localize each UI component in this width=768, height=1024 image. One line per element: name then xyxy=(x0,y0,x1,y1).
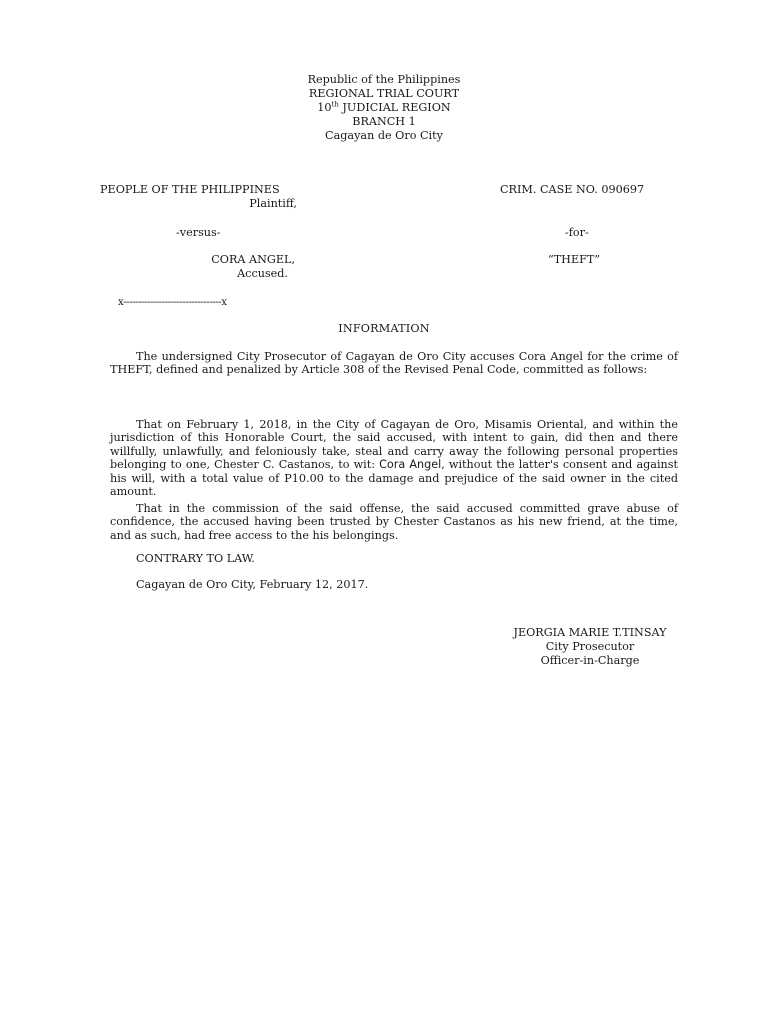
offense-label: “THEFT” xyxy=(548,253,601,266)
versus-label: -versus- xyxy=(176,226,221,239)
header-region-label: JUDICIAL REGION xyxy=(338,101,451,114)
header-region-suffix: th xyxy=(331,100,339,109)
paragraph-facts-highlight: Cora Angel xyxy=(379,458,442,472)
header-region xyxy=(0,101,768,115)
signature-block xyxy=(480,626,700,668)
court-header xyxy=(0,73,768,143)
caption-separator: x---------------------------------x xyxy=(118,297,227,308)
header-court: REGIONAL TRIAL COURT xyxy=(308,87,460,100)
case-number: CRIM. CASE NO. 090697 xyxy=(500,183,645,196)
signatory-role: Officer-in-Charge xyxy=(540,654,640,667)
signatory-title: City Prosecutor xyxy=(545,640,635,653)
accused-name: CORA ANGEL, xyxy=(211,253,295,266)
plaintiff-name: PEOPLE OF THE PHILIPPINES xyxy=(100,183,280,196)
paragraph-aggravating: That in the commission of the said offense, the said accused committed grave abuse of confidence, the accused having been trusted by Chester Castanos as his new friend, at the time, and as such, had free access to the his belongings. xyxy=(110,502,678,542)
header-branch: BRANCH 1 xyxy=(352,115,416,128)
paragraph-facts-part1: That on February 1, 2018, in the City of Cagayan de Oro, Misamis Oriental, and within the jurisdiction of this Honorable Court, the said accused, with intent to gain, did then and there willfully, unlawfully, and feloniously take, steal and carry away the following personal properties belonging to one, Chester C. Castanos, to wit: xyxy=(110,418,678,472)
paragraph-facts-part2: , without the latter's consent and against his will, with a total value of P10.00 to the damage and prejudice of the said owner in the cited amount. xyxy=(110,458,678,499)
header-city: Cagayan de Oro City xyxy=(325,129,443,142)
header-region-number: 10 xyxy=(317,101,332,114)
for-label: -for- xyxy=(565,226,589,239)
contrary-to-law: CONTRARY TO LAW. xyxy=(136,552,255,565)
paragraph-accusation: The undersigned City Prosecutor of Cagayan de Oro City accuses Cora Angel for the crime of THEFT, defined and penalized by Article 308 of the Revised Penal Code, committed as follows: xyxy=(110,350,678,377)
paragraph-facts xyxy=(110,418,678,498)
plaintiff-role: Plaintiff, xyxy=(249,197,297,210)
signatory-name: JEORGIA MARIE T.TINSAY xyxy=(513,626,667,639)
date-line: Cagayan de Oro City, February 12, 2017. xyxy=(136,578,369,591)
header-republic: Republic of the Philippines xyxy=(307,73,461,86)
document-title: INFORMATION xyxy=(338,322,430,335)
accused-role: Accused. xyxy=(237,267,288,280)
